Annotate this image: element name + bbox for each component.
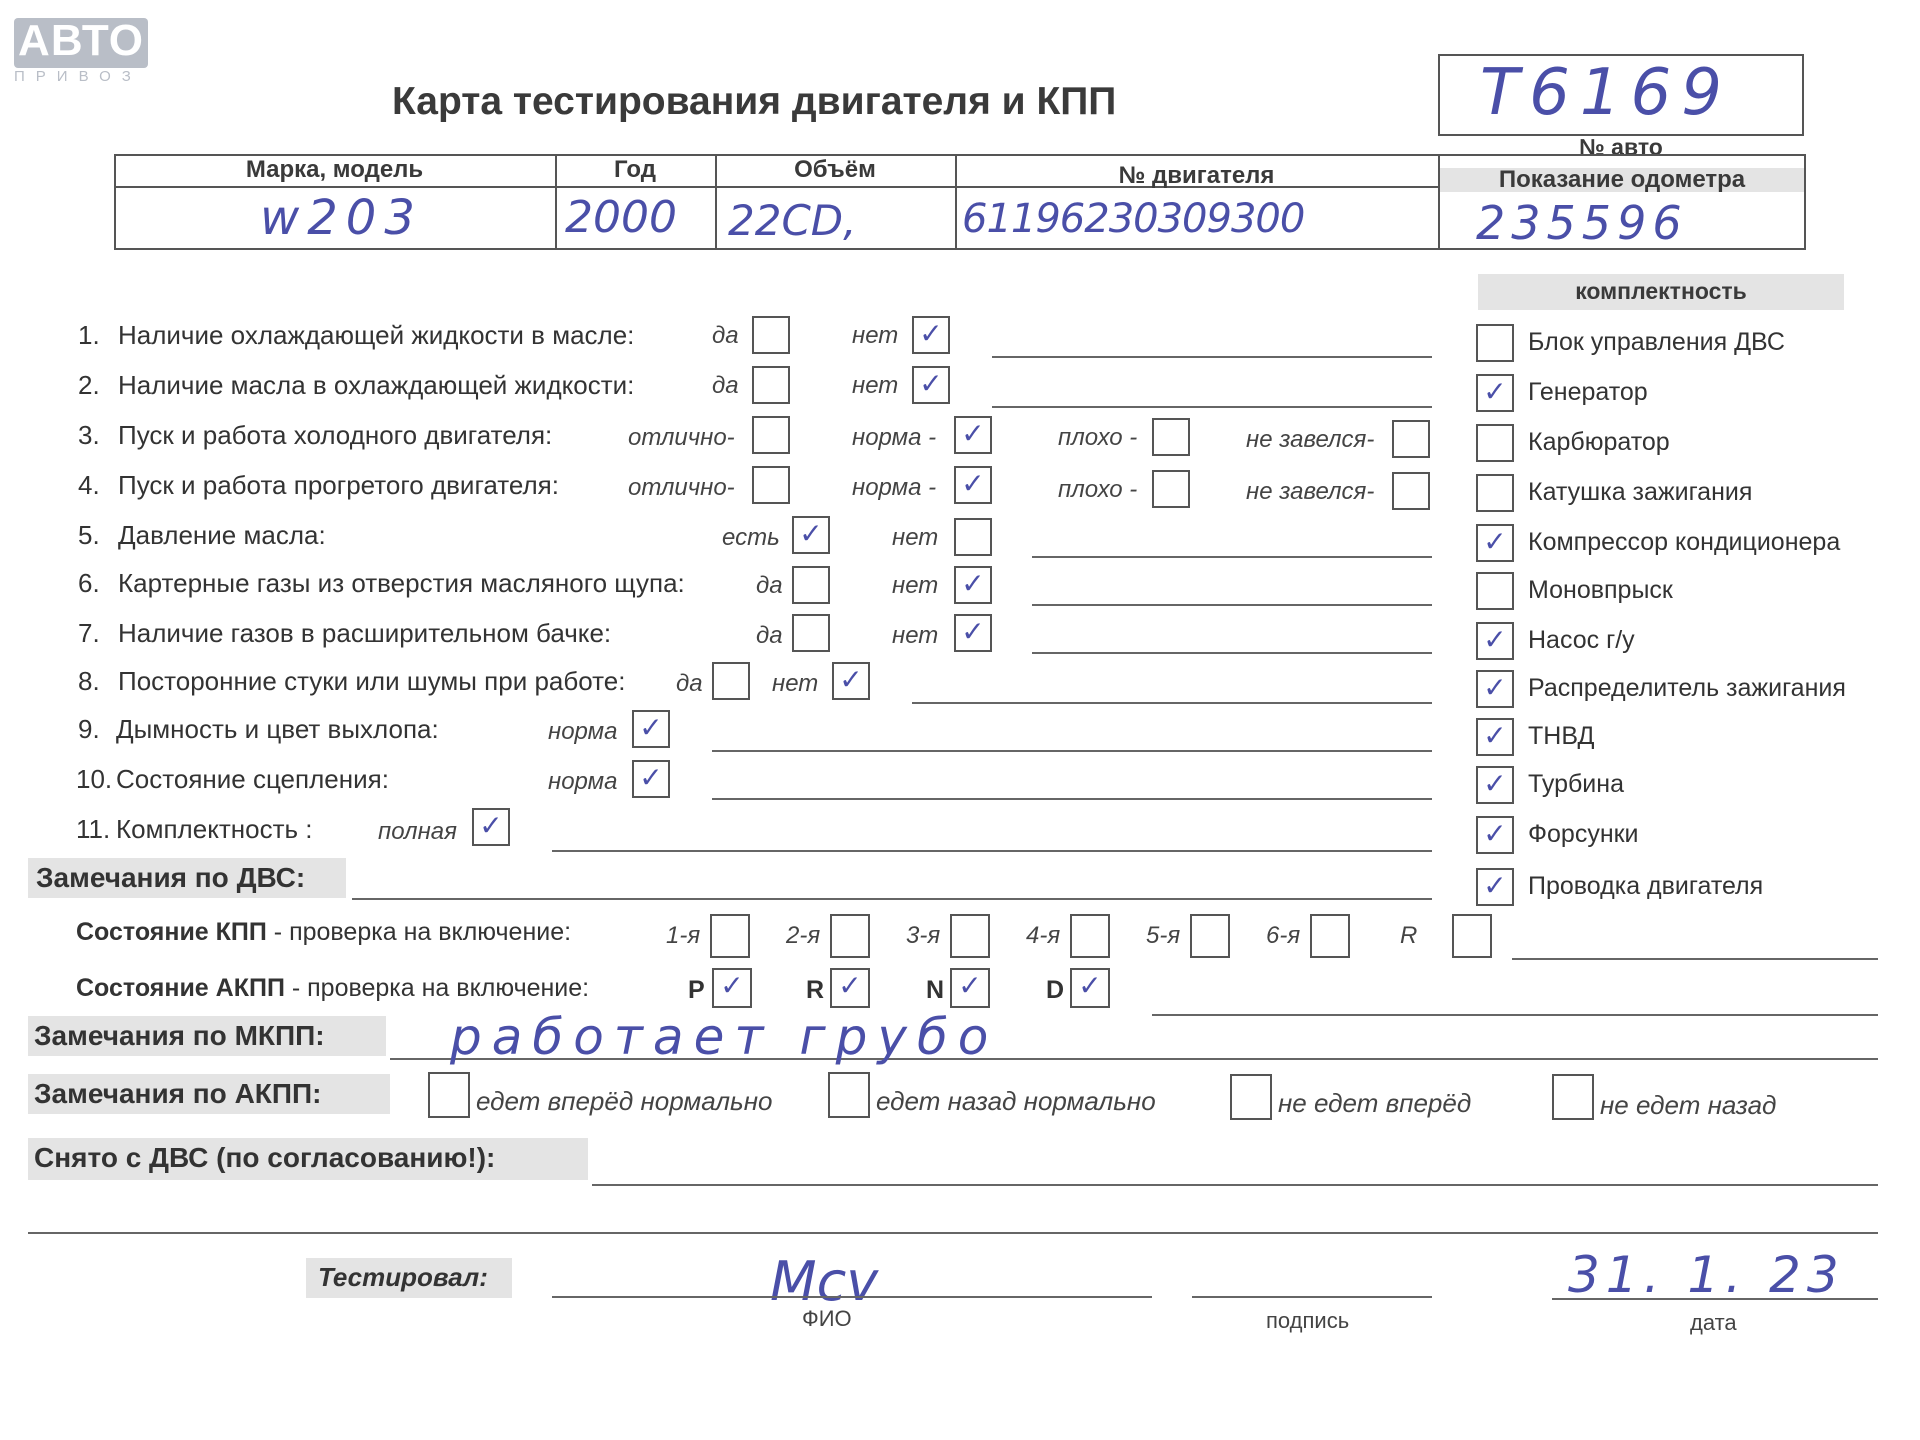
fio-line	[552, 1296, 1152, 1298]
question-number: 3.	[78, 420, 100, 450]
kpp-label-rest: - проверка на включение:	[266, 918, 572, 946]
checkbox[interactable]	[1392, 420, 1430, 458]
question-text: Пуск и работа прогретого двигателя:	[118, 470, 559, 500]
checkbox[interactable]	[1152, 418, 1190, 456]
header-volume-value: 22CD,	[728, 196, 857, 245]
kpp-gear-checkbox[interactable]	[950, 914, 990, 958]
option-label: норма -	[852, 474, 937, 501]
checkbox-checked[interactable]: ✓	[632, 760, 670, 798]
header-engine-value: 61196230309300	[962, 196, 1305, 242]
checkbox-checked[interactable]: ✓	[954, 614, 992, 652]
kpp-label-bold: Состояние КПП	[76, 918, 267, 946]
header-brand-value: w203	[260, 190, 423, 246]
completeness-checkbox[interactable]	[1476, 474, 1514, 512]
akpp-line	[1152, 1014, 1878, 1016]
completeness-item-label: Проводка двигателя	[1528, 872, 1764, 900]
answer-line	[1032, 556, 1432, 558]
akpp-option-checkbox[interactable]	[1552, 1074, 1594, 1120]
completeness-item-label: Катушка зажигания	[1528, 478, 1753, 506]
completeness-item-label: Генератор	[1528, 378, 1648, 406]
fio-caption: ФИО	[802, 1306, 852, 1331]
question-number: 5.	[78, 520, 100, 550]
checkbox-checked[interactable]: ✓	[792, 516, 830, 554]
completeness-item-label: Распределитель зажигания	[1528, 674, 1846, 702]
removed-line-2	[28, 1232, 1878, 1234]
header-year-value: 2000	[565, 192, 677, 243]
kpp-gear-label: 3-я	[906, 922, 941, 949]
option-label: плохо -	[1058, 476, 1138, 503]
option-label: отлично-	[628, 474, 735, 501]
question-number: 7.	[78, 618, 100, 648]
option-label: есть	[722, 524, 780, 551]
completeness-item-label: Турбина	[1528, 770, 1624, 798]
kpp-gear-label: 4-я	[1026, 922, 1061, 949]
question-number: 9.	[78, 714, 100, 744]
answer-line	[712, 798, 1432, 800]
akpp-gear-checkbox-checked[interactable]: ✓	[712, 968, 752, 1008]
akpp-option-checkbox[interactable]	[1230, 1074, 1272, 1120]
completeness-item-label: Компрессор кондиционера	[1528, 528, 1841, 556]
akpp-gear-label: R	[806, 976, 825, 1004]
option-label: нет	[892, 572, 939, 599]
completeness-item-label: Моновпрыск	[1528, 576, 1673, 604]
akpp-gear-checkbox-checked[interactable]: ✓	[1070, 968, 1110, 1008]
option-label: да	[676, 670, 703, 697]
completeness-checkbox-checked[interactable]: ✓	[1476, 816, 1514, 854]
remarks-mkpp-label: Замечания по МКПП:	[34, 1020, 325, 1051]
remarks-dvs-line	[352, 898, 1432, 900]
removed-label: Снято с ДВС (по согласованию!):	[34, 1142, 496, 1173]
remarks-dvs-label: Замечания по ДВС:	[36, 862, 306, 893]
header-odometer-label: Показание одометра	[1498, 166, 1746, 193]
akpp-option-label: не едет назад	[1600, 1090, 1777, 1120]
kpp-gear-label: 6-я	[1266, 922, 1301, 949]
akpp-gear-checkbox-checked[interactable]: ✓	[830, 968, 870, 1008]
completeness-checkbox[interactable]	[1476, 572, 1514, 610]
car-number-value: Т6169	[1480, 56, 1732, 130]
completeness-checkbox-checked[interactable]: ✓	[1476, 718, 1514, 756]
option-label: нет	[852, 372, 899, 399]
checkbox-checked[interactable]: ✓	[954, 466, 992, 504]
checkbox[interactable]	[752, 466, 790, 504]
option-label: отлично-	[628, 424, 735, 451]
question-text: Дымность и цвет выхлопа:	[116, 714, 439, 744]
kpp-gear-checkbox[interactable]	[710, 914, 750, 958]
question-text: Наличие охлаждающей жидкости в масле:	[118, 320, 635, 350]
remarks-mkpp-value: работает грубо	[450, 1008, 999, 1066]
header-odometer-value: 235596	[1476, 196, 1688, 250]
kpp-line	[1512, 958, 1878, 960]
checkbox-checked[interactable]: ✓	[912, 316, 950, 354]
checkbox[interactable]	[752, 366, 790, 404]
completeness-checkbox-checked[interactable]: ✓	[1476, 622, 1514, 660]
completeness-checkbox-checked[interactable]: ✓	[1476, 524, 1514, 562]
question-text: Давление масла:	[118, 520, 326, 550]
kpp-gear-checkbox[interactable]	[1190, 914, 1230, 958]
completeness-checkbox-checked[interactable]: ✓	[1476, 766, 1514, 804]
option-label: да	[756, 572, 783, 599]
akpp-option-checkbox[interactable]	[828, 1072, 870, 1118]
question-number: 1.	[78, 320, 100, 350]
checkbox[interactable]	[752, 316, 790, 354]
option-label: нет	[772, 670, 819, 697]
answer-line	[1032, 604, 1432, 606]
akpp-label	[76, 974, 589, 1003]
removed-line	[592, 1184, 1878, 1186]
completeness-title: комплектность	[1575, 278, 1747, 304]
option-label: да	[712, 322, 739, 349]
option-label: норма -	[852, 424, 937, 451]
checkbox-checked[interactable]: ✓	[954, 566, 992, 604]
akpp-option-label: не едет вперёд	[1278, 1088, 1472, 1118]
akpp-option-label: едет назад нормально	[876, 1086, 1156, 1116]
checkbox[interactable]	[954, 518, 992, 556]
option-label: нет	[892, 524, 939, 551]
checkbox-checked[interactable]: ✓	[832, 662, 870, 700]
car-number-label: № авто	[1579, 134, 1663, 160]
checkbox-checked[interactable]: ✓	[472, 808, 510, 846]
page-title: Карта тестирования двигателя и КПП	[392, 80, 1117, 123]
checkbox[interactable]	[712, 662, 750, 700]
signature-line	[1192, 1296, 1432, 1298]
checkbox-checked[interactable]: ✓	[632, 710, 670, 748]
question-text: Посторонние стуки или шумы при работе:	[118, 666, 626, 696]
akpp-option-label: едет вперёд нормально	[476, 1086, 773, 1116]
header-brand-label: Марка, модель	[245, 156, 424, 183]
question-number: 6.	[78, 568, 100, 598]
tested-date-value: 31. 1. 23	[1568, 1246, 1845, 1304]
option-label: норма	[548, 718, 618, 745]
option-label: плохо -	[1058, 424, 1138, 451]
answer-line	[552, 850, 1432, 852]
checkbox-checked[interactable]: ✓	[912, 366, 950, 404]
checkbox[interactable]	[1152, 470, 1190, 508]
kpp-gear-checkbox[interactable]	[830, 914, 870, 958]
header-engine-label: № двигателя	[1118, 162, 1275, 189]
checkbox[interactable]	[752, 416, 790, 454]
signature-caption: подпись	[1266, 1308, 1350, 1333]
logo-subtitle: ПРИВОЗ	[14, 68, 142, 85]
option-label: нет	[892, 622, 939, 649]
answer-line	[912, 702, 1432, 704]
question-number: 10.	[76, 764, 113, 794]
question-text: Картерные газы из отверстия масляного щупа:	[118, 568, 685, 598]
completeness-item-label: Форсунки	[1528, 820, 1639, 848]
kpp-label	[76, 918, 571, 947]
completeness-item-label: Блок управления ДВС	[1528, 328, 1785, 356]
completeness-item-label: Насос г/у	[1528, 626, 1635, 654]
completeness-item-label: Карбюратор	[1528, 428, 1670, 456]
checkbox[interactable]	[1392, 472, 1430, 510]
checkbox[interactable]	[792, 614, 830, 652]
question-text: Комплектность :	[116, 814, 313, 844]
remarks-akpp-label: Замечания по АКПП:	[34, 1078, 322, 1109]
question-number: 2.	[78, 370, 100, 400]
completeness-checkbox-checked[interactable]: ✓	[1476, 868, 1514, 906]
question-text: Состояние сцепления:	[116, 764, 389, 794]
option-label: да	[712, 372, 739, 399]
completeness-checkbox-checked[interactable]: ✓	[1476, 374, 1514, 412]
akpp-option-checkbox[interactable]	[428, 1072, 470, 1118]
answer-line	[1032, 652, 1432, 654]
header-volume-label: Объём	[794, 156, 876, 183]
completeness-item-label: ТНВД	[1528, 722, 1595, 750]
answer-line	[992, 406, 1432, 408]
option-label: да	[756, 622, 783, 649]
option-label: не завелся-	[1246, 478, 1375, 505]
date-caption: дата	[1690, 1310, 1737, 1335]
kpp-gear-label: R	[1400, 922, 1418, 949]
option-label: норма	[548, 768, 618, 795]
akpp-gear-label: P	[688, 976, 705, 1004]
akpp-label-bold: Состояние АКПП	[76, 974, 285, 1002]
akpp-gear-label: D	[1046, 976, 1065, 1004]
question-text: Пуск и работа холодного двигателя:	[118, 420, 553, 450]
kpp-gear-checkbox[interactable]	[1452, 914, 1492, 958]
kpp-gear-label: 2-я	[786, 922, 821, 949]
akpp-label-rest: - проверка на включение:	[284, 974, 590, 1002]
question-text: Наличие газов в расширительном бачке:	[118, 618, 612, 648]
option-label: полная	[378, 818, 457, 845]
tested-label: Тестировал:	[318, 1262, 488, 1292]
kpp-gear-label: 1-я	[666, 922, 701, 949]
tested-fio-value: Mcv	[770, 1250, 879, 1313]
kpp-gear-checkbox[interactable]	[1310, 914, 1350, 958]
completeness-checkbox[interactable]	[1476, 324, 1514, 362]
header-year-label: Год	[614, 156, 656, 183]
akpp-gear-label: N	[926, 976, 945, 1004]
checkbox[interactable]	[792, 566, 830, 604]
completeness-checkbox[interactable]	[1476, 424, 1514, 462]
question-text: Наличие масла в охлаждающей жидкости:	[118, 370, 635, 400]
answer-line	[992, 356, 1432, 358]
option-label: не завелся-	[1246, 426, 1375, 453]
kpp-gear-label: 5-я	[1146, 922, 1181, 949]
completeness-checkbox-checked[interactable]: ✓	[1476, 670, 1514, 708]
checkbox-checked[interactable]: ✓	[954, 416, 992, 454]
question-number: 4.	[78, 470, 100, 500]
akpp-gear-checkbox-checked[interactable]: ✓	[950, 968, 990, 1008]
kpp-gear-checkbox[interactable]	[1070, 914, 1110, 958]
option-label: нет	[852, 322, 899, 349]
question-number: 8.	[78, 666, 100, 696]
logo-text: АВТО	[18, 16, 144, 65]
question-number: 11.	[76, 814, 111, 844]
answer-line	[712, 750, 1432, 752]
